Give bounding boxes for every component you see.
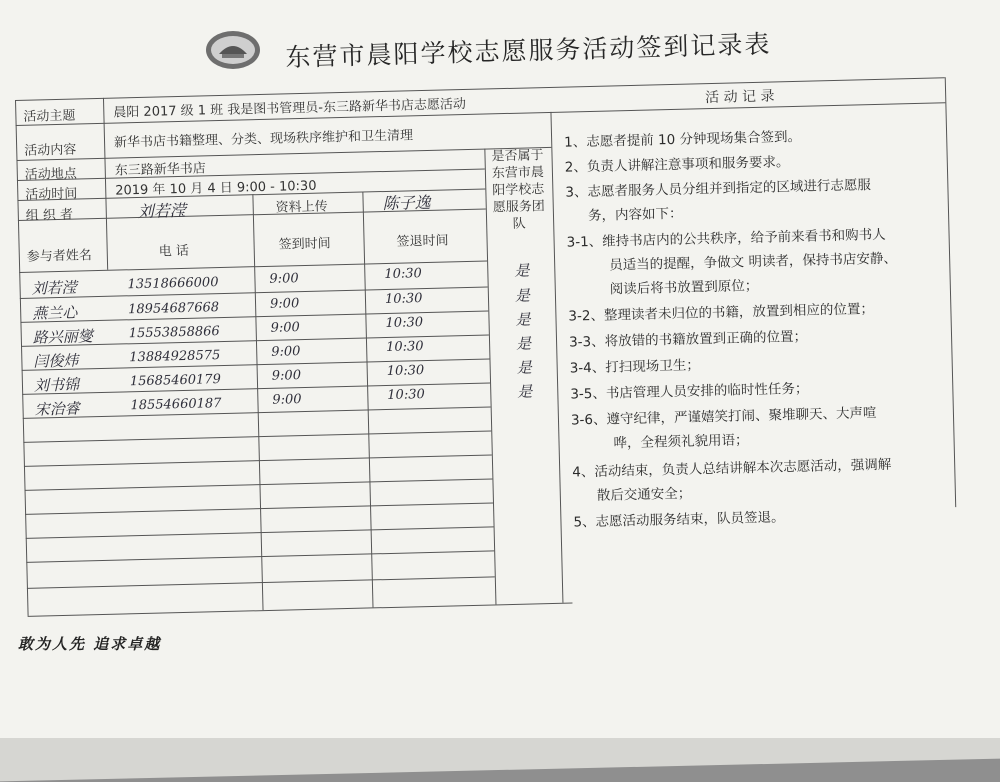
material-label: 资料上传 [275, 199, 328, 216]
record-item: 3-6、遵守纪律，严谨嬉笑打闹、聚堆聊天、大声喧 [570, 405, 877, 429]
participant-phone: 13884928575 [129, 348, 221, 366]
record-item: 员适当的提醒，争做文 明读者，保持书店安静、 [609, 250, 898, 274]
participant-signin: 9:00 [272, 392, 302, 408]
participant-phone: 18554660187 [130, 396, 222, 414]
participant-signout: 10:30 [386, 363, 425, 379]
participant-signout: 10:30 [384, 266, 423, 283]
participant-signin: 9:00 [271, 344, 301, 360]
participant-team: 是 [515, 310, 531, 329]
record-item: 3-5、书店管理人员安排的临时性任务； [570, 380, 809, 403]
participant-phone: 18954687668 [127, 300, 220, 318]
participant-team: 是 [516, 358, 532, 377]
theme-value: 晨阳 2017 级 1 班 我是图书管理员-东三路新华书店志愿活动 [113, 96, 467, 121]
signin-label: 签到时间 [278, 236, 331, 253]
participant-signout: 10:30 [384, 291, 423, 308]
participant-signout: 10:30 [387, 387, 425, 403]
participant-phone: 15685460179 [129, 372, 222, 390]
place-value: 东三路新华书店 [114, 161, 206, 179]
participant-team: 是 [514, 261, 530, 280]
phone-label: 电 话 [158, 243, 190, 260]
record-item: 1、志愿者提前 10 分钟现场集合签到。 [564, 128, 802, 151]
record-item: 5、志愿活动服务结束，队员签退。 [573, 509, 785, 531]
record-item: 阅读后将书放置到原位； [609, 277, 759, 298]
record-item: 3-2、整理读者未归位的书籍，放置到相应的位置； [568, 301, 875, 325]
record-item: 3-3、将放错的书籍放置到正确的位置； [568, 328, 808, 351]
participant-signin: 9:00 [271, 368, 302, 384]
theme-label: 活动主题 [23, 108, 76, 125]
place-label: 活动地点 [24, 166, 78, 183]
time-value: 2019 年 10 月 4 日 9:00 - 10:30 [115, 178, 317, 199]
content-value: 新华书店书籍整理、分类、现场秩序维护和卫生清理 [113, 128, 414, 151]
record-item: 3、志愿者服务人员分组并到指定的区域进行志愿服 [565, 177, 872, 201]
participant-signin: 9:00 [269, 296, 300, 312]
record-item: 散后交通安全； [596, 485, 692, 504]
participant-name: 燕兰心 [32, 303, 78, 323]
team-question-label: 是否属于东营市晨阳学校志愿服务团队 [491, 148, 545, 232]
participant-signout: 10:30 [385, 339, 424, 356]
participant-team: 是 [517, 382, 533, 401]
participant-name: 刘若滢 [31, 278, 77, 298]
time-label: 活动时间 [25, 186, 78, 203]
record-item: 3-4、打扫现场卫生； [569, 357, 700, 377]
record-item: 2、负责人讲解注意事项和服务要求。 [564, 154, 790, 176]
record-item: 哗，全程须礼貌用语； [613, 432, 749, 452]
participant-team: 是 [515, 334, 532, 353]
participant-name: 宋治睿 [34, 399, 80, 419]
sign-in-table [15, 77, 957, 620]
participant-signout: 10:30 [385, 315, 424, 332]
signout-label: 签退时间 [396, 233, 449, 250]
school-motto: 敢为人先 追求卓越 [18, 635, 162, 653]
participant-name: 刘书锦 [33, 375, 80, 395]
participant-signin: 9:00 [269, 271, 299, 287]
record-header: 活 动 记 录 [704, 88, 775, 107]
participant-phone: 15553858866 [128, 324, 220, 342]
record-item: 3-1、维持书店内的公共秩序，给予前来看书和购书人 [566, 226, 886, 251]
record-item: 4、活动结束，负责人总结讲解本次志愿活动，强调解 [572, 456, 892, 481]
material-signature: 陈子逸 [382, 192, 431, 214]
participant-phone: 13518666000 [127, 275, 219, 293]
organizer-signature: 刘若滢 [137, 200, 186, 222]
participant-name: 路兴丽燮 [32, 327, 94, 347]
participant-name: 闫俊炜 [33, 351, 79, 371]
organizer-label: 组 织 者 [25, 207, 74, 224]
record-item: 务，内容如下： [587, 205, 683, 225]
participant-team: 是 [514, 286, 531, 305]
participant-label: 参与者姓名 [26, 248, 93, 265]
form-title: 东营市晨阳学校志愿服务活动签到记录表 [285, 29, 772, 72]
participant-signin: 9:00 [270, 320, 301, 336]
content-label: 活动内容 [24, 142, 77, 159]
school-logo [205, 30, 261, 70]
